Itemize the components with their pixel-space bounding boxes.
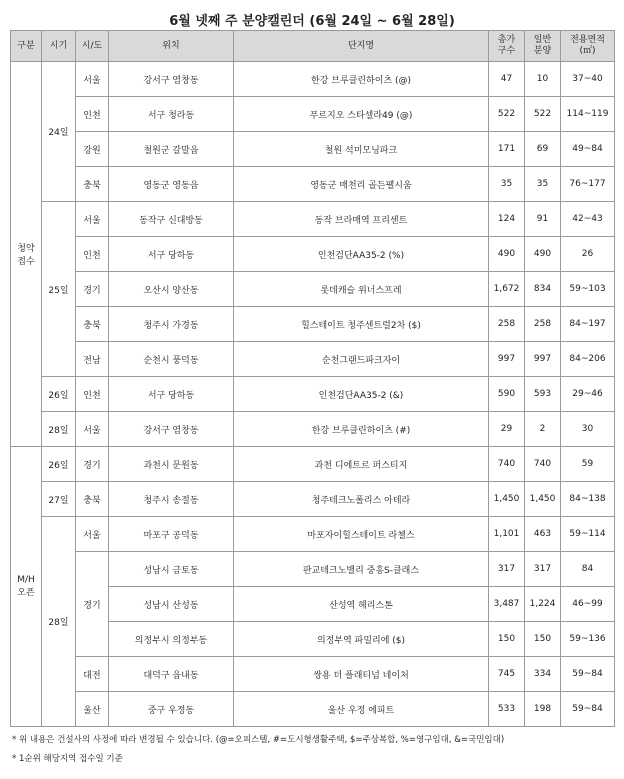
page-title: 6월 넷째 주 분양캘린더 (6월 24일 ~ 6월 28일) [169,14,455,29]
complex-name-cell: 영동군 매천리 골든팰시움 [234,167,489,202]
location-cell: 의정부시 의정부동 [109,622,234,657]
total-units-cell: 522 [489,97,525,132]
location-cell: 중구 우정동 [109,692,234,727]
header-date: 시기 [42,31,76,62]
complex-name-cell: 순천그랜드파크자이 [234,342,489,377]
group-subscription-line1: 청약 [17,244,35,254]
header-general [525,31,561,62]
area-cell: 59~84 [561,657,615,692]
area-cell: 46~99 [561,587,615,622]
header-general-line2: 분양 [533,46,552,56]
area-cell: 30 [561,412,615,447]
complex-name-cell: 한강 브루클린하이츠 (#) [234,412,489,447]
complex-name-cell: 산성역 헤리스톤 [234,587,489,622]
calendar-table [10,30,615,727]
group-mh-line2: 오픈 [17,588,35,598]
table-row [11,132,615,167]
region-cell: 대전 [76,657,109,692]
area-cell: 59~84 [561,692,615,727]
table-row [11,482,615,517]
region-cell: 경기 [76,272,109,307]
total-units-cell: 124 [489,202,525,237]
region-cell: 강원 [76,132,109,167]
region-cell: 서울 [76,412,109,447]
general-units-cell: 997 [525,342,561,377]
header-category: 구분 [11,31,42,62]
general-units-cell: 463 [525,517,561,552]
general-units-cell: 522 [525,97,561,132]
location-cell: 서구 청라동 [109,97,234,132]
table-row [11,692,615,727]
location-cell: 서구 당하동 [109,377,234,412]
location-cell: 마포구 공덕동 [109,517,234,552]
header-region: 시/도 [76,31,109,62]
total-units-cell: 317 [489,552,525,587]
complex-name-cell: 한강 브루클린하이츠 (@) [234,62,489,97]
complex-name-cell: 철원 석미모닝파크 [234,132,489,167]
table-row [11,272,615,307]
region-cell: 인천 [76,377,109,412]
group-subscription [11,62,42,447]
group-mh-line1: M/H [17,575,35,585]
complex-name-cell: 동작 브라매역 프리센트 [234,202,489,237]
location-cell: 오산시 양산동 [109,272,234,307]
total-units-cell: 1,450 [489,482,525,517]
table-row [11,237,615,272]
total-units-cell: 3,487 [489,587,525,622]
total-units-cell: 745 [489,657,525,692]
complex-name-cell: 청주테크노폴리스 아테라 [234,482,489,517]
general-units-cell: 10 [525,62,561,97]
complex-name-cell: 쌍용 더 플래티넘 네이처 [234,657,489,692]
date-cell: 24일 [42,62,76,202]
date-cell: 26일 [42,447,76,482]
total-units-cell: 740 [489,447,525,482]
general-units-cell: 317 [525,552,561,587]
location-cell: 성남시 금토동 [109,552,234,587]
header-area [561,31,615,62]
table-row [11,377,615,412]
area-cell: 84~197 [561,307,615,342]
total-units-cell: 35 [489,167,525,202]
footnotes [12,731,616,769]
region-cell: 경기 [76,552,109,657]
general-units-cell: 150 [525,622,561,657]
table-row [11,412,615,447]
footnote-legend: * 위 내용은 건설사의 사정에 따라 변경될 수 있습니다. (@=오피스텔, #=도시형생활주택, $=주상복합, %=영구임대, &=국민임대) [12,735,505,745]
area-cell: 42~43 [561,202,615,237]
date-cell: 26일 [42,377,76,412]
total-units-cell: 533 [489,692,525,727]
header-area-line1: 전용면적 [570,35,605,45]
region-cell: 울산 [76,692,109,727]
area-cell: 84~138 [561,482,615,517]
area-cell: 49~84 [561,132,615,167]
area-cell: 29~46 [561,377,615,412]
region-cell: 인천 [76,237,109,272]
location-cell: 성남시 산성동 [109,587,234,622]
area-cell: 84~206 [561,342,615,377]
region-cell: 인천 [76,97,109,132]
table-row [11,307,615,342]
table-row [11,62,615,97]
total-units-cell: 29 [489,412,525,447]
area-cell: 59 [561,447,615,482]
general-units-cell: 490 [525,237,561,272]
footnote-basis: * 1순위 해당지역 접수일 기준 [12,754,123,764]
area-cell: 84 [561,552,615,587]
group-subscription-line2: 접수 [17,257,35,267]
total-units-cell: 1,101 [489,517,525,552]
total-units-cell: 997 [489,342,525,377]
group-mh-open [11,447,42,727]
location-cell: 동작구 신대방동 [109,202,234,237]
complex-name-cell: 판교테크노밸리 중흥S-클래스 [234,552,489,587]
header-area-line2: (㎡) [579,46,596,56]
region-cell: 충북 [76,307,109,342]
complex-name-cell: 의정부역 파밀리에 ($) [234,622,489,657]
area-cell: 114~119 [561,97,615,132]
location-cell: 강서구 염창동 [109,412,234,447]
table-row [11,657,615,692]
general-units-cell: 35 [525,167,561,202]
table-row [11,342,615,377]
header-total-line1: 총가 [497,35,516,45]
location-cell: 대덕구 읍내동 [109,657,234,692]
general-units-cell: 91 [525,202,561,237]
general-units-cell: 258 [525,307,561,342]
general-units-cell: 1,224 [525,587,561,622]
location-cell: 영동군 영동읍 [109,167,234,202]
region-cell: 충북 [76,167,109,202]
table-row [11,167,615,202]
date-cell: 25일 [42,202,76,377]
header-total [489,31,525,62]
complex-name-cell: 울산 우정 에피트 [234,692,489,727]
general-units-cell: 2 [525,412,561,447]
date-cell: 28일 [42,412,76,447]
table-row [11,552,615,587]
area-cell: 26 [561,237,615,272]
table-row [11,447,615,482]
complex-name-cell: 인천검단AA35-2 (&) [234,377,489,412]
region-cell: 전남 [76,342,109,377]
total-units-cell: 150 [489,622,525,657]
complex-name-cell: 푸르지오 스타셀라49 (@) [234,97,489,132]
date-cell: 27일 [42,482,76,517]
area-cell: 59~136 [561,622,615,657]
total-units-cell: 590 [489,377,525,412]
general-units-cell: 1,450 [525,482,561,517]
header-general-line1: 일반 [533,35,552,45]
total-units-cell: 47 [489,62,525,97]
general-units-cell: 198 [525,692,561,727]
total-units-cell: 258 [489,307,525,342]
location-cell: 서구 당하동 [109,237,234,272]
location-cell: 철원군 갈말읍 [109,132,234,167]
header-name: 단지명 [234,31,489,62]
area-cell: 59~103 [561,272,615,307]
date-cell: 28일 [42,517,76,727]
region-cell: 서울 [76,517,109,552]
complex-name-cell: 과천 디에트르 퍼스티지 [234,447,489,482]
general-units-cell: 834 [525,272,561,307]
location-cell: 과천시 문원동 [109,447,234,482]
general-units-cell: 593 [525,377,561,412]
location-cell: 순천시 풍덕동 [109,342,234,377]
total-units-cell: 490 [489,237,525,272]
total-units-cell: 171 [489,132,525,167]
table-row [11,202,615,237]
area-cell: 59~114 [561,517,615,552]
table-row [11,517,615,552]
area-cell: 76~177 [561,167,615,202]
complex-name-cell: 마포자이힐스테이트 라첼스 [234,517,489,552]
location-cell: 청주시 가경동 [109,307,234,342]
header-location: 위치 [109,31,234,62]
header-total-line2: 구수 [497,46,516,56]
table-row [11,97,615,132]
complex-name-cell: 롯데캐슬 위너스프레 [234,272,489,307]
area-cell: 37~40 [561,62,615,97]
region-cell: 서울 [76,202,109,237]
location-cell: 강서구 염창동 [109,62,234,97]
region-cell: 경기 [76,447,109,482]
complex-name-cell: 인천검단AA35-2 (%) [234,237,489,272]
region-cell: 충북 [76,482,109,517]
general-units-cell: 740 [525,447,561,482]
location-cell: 청주시 송절동 [109,482,234,517]
region-cell: 서울 [76,62,109,97]
general-units-cell: 69 [525,132,561,167]
general-units-cell: 334 [525,657,561,692]
header-row [11,31,615,62]
complex-name-cell: 힐스테이트 청주센트럴2차 ($) [234,307,489,342]
total-units-cell: 1,672 [489,272,525,307]
